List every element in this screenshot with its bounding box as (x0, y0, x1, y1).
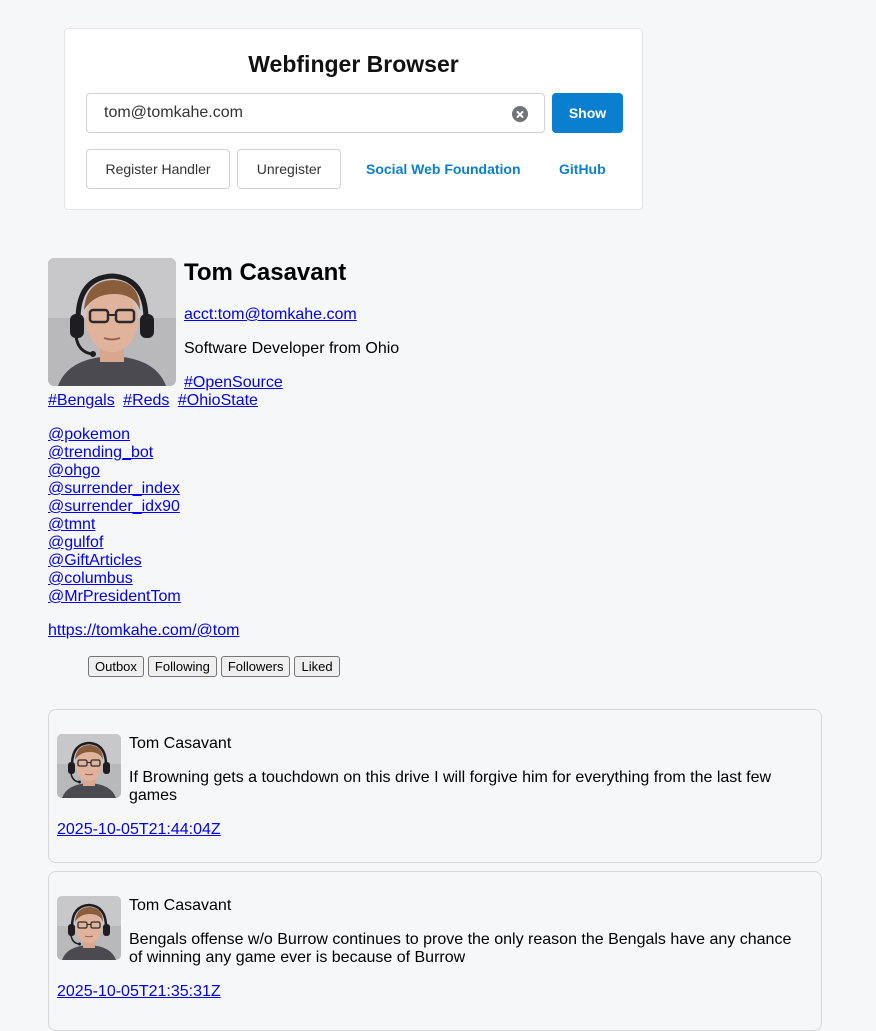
hashtag-link[interactable]: #OhioState (177, 392, 258, 409)
outbox-button[interactable]: Outbox (88, 656, 144, 677)
post-avatar (57, 896, 121, 960)
post-content: Bengals offense w/o Burrow continues to prove the only reason the Bengals have any chance of winning any game ever is because of Burrow (129, 931, 792, 966)
social-web-foundation-link[interactable]: Social Web Foundation (366, 161, 521, 177)
post-timestamp-link[interactable]: 2025-10-05T21:44:04Z (57, 821, 221, 838)
github-link[interactable]: GitHub (559, 161, 606, 177)
followers-button[interactable]: Followers (221, 656, 291, 677)
acct-link[interactable]: acct:tom@tomkahe.com (184, 306, 357, 323)
mention-link[interactable]: @surrender_idx90 (48, 498, 180, 515)
mention-link[interactable]: @surrender_index (48, 480, 180, 497)
liked-button[interactable]: Liked (294, 656, 339, 677)
search-box[interactable] (86, 93, 545, 133)
post-timestamp-link[interactable]: 2025-10-05T21:35:31Z (57, 983, 221, 1000)
mention-link[interactable]: @columbus (48, 570, 133, 587)
clear-icon[interactable] (512, 106, 528, 122)
show-button[interactable]: Show (552, 93, 623, 133)
hashtag-link[interactable]: #Reds (123, 392, 170, 409)
register-handler-button[interactable]: Register Handler (86, 149, 230, 189)
hashtag-link[interactable]: #OpenSource (184, 374, 283, 391)
profile-name: Tom Casavant (184, 259, 347, 286)
profile-bio: Software Developer from Ohio (184, 340, 400, 357)
webfinger-browser-card (64, 28, 643, 210)
mention-link[interactable]: @MrPresidentTom (48, 588, 181, 605)
unregister-button[interactable]: Unregister (237, 149, 341, 189)
mention-link[interactable]: @GiftArticles (48, 552, 142, 569)
collection-buttons (88, 656, 340, 677)
following-button[interactable]: Following (148, 656, 217, 677)
app-title: Webfinger Browser (248, 51, 459, 77)
mention-link[interactable]: @ohgo (48, 462, 100, 479)
post-author: Tom Casavant (129, 735, 232, 752)
hashtag-link[interactable]: #Bengals (48, 392, 115, 409)
mentions-list (48, 426, 181, 606)
profile-avatar (48, 258, 176, 386)
hashtag-row (48, 392, 262, 410)
post-avatar (57, 734, 121, 798)
post-author: Tom Casavant (129, 897, 232, 914)
post-card (48, 709, 822, 863)
address-input[interactable] (88, 95, 508, 131)
post-content: If Browning gets a touchdown on this drive I will forgive him for everything from the last few games (129, 769, 772, 804)
mention-link[interactable]: @trending_bot (48, 444, 154, 461)
post-card (48, 871, 822, 1031)
mention-link[interactable]: @gulfof (48, 534, 104, 551)
profile-url-link[interactable]: https://tomkahe.com/@tom (48, 622, 240, 639)
mention-link[interactable]: @pokemon (48, 426, 131, 443)
mention-link[interactable]: @tmnt (48, 516, 96, 533)
